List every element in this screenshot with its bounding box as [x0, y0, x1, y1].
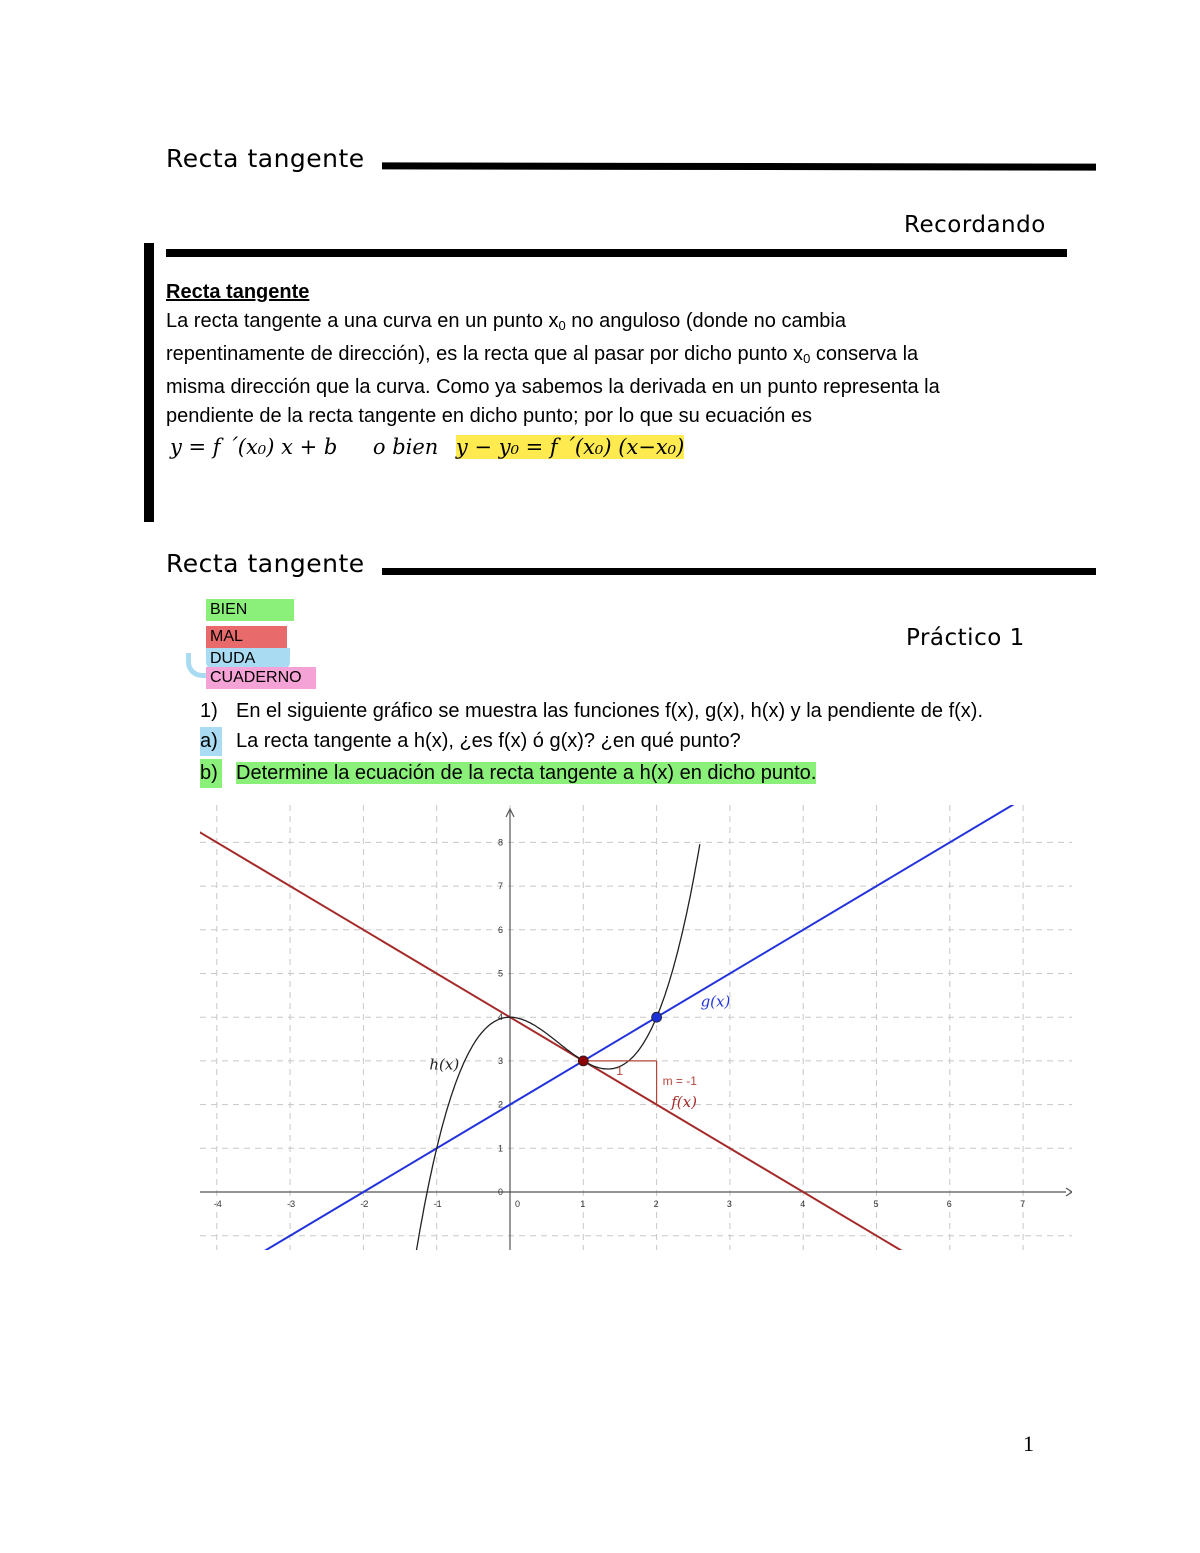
section1-header-rule	[382, 162, 1096, 170]
definition-block	[166, 278, 1066, 463]
y-tick-label: 2	[498, 1099, 504, 1110]
x-tick-label: 4	[800, 1199, 806, 1209]
label-fx: f(x)	[671, 1092, 697, 1111]
graph-grid	[200, 805, 1072, 1250]
section1-subtitle: Recordando	[904, 212, 1046, 238]
questions-block	[200, 697, 1100, 789]
equation-1: y = f ´(x₀) x + b	[170, 435, 338, 459]
definition-line-4: pendiente de la recta tangente en dicho punto; por lo que su ecuación es	[166, 405, 813, 427]
tag-bien: BIEN	[206, 599, 294, 621]
y-tick-label: 1	[498, 1143, 504, 1154]
x-tick-label: 0	[515, 1199, 521, 1209]
label-gx: g(x)	[700, 992, 731, 1011]
graph-point	[652, 1012, 662, 1022]
definition-line-2: repentinamente de dirección), es la recta que al pasar por dicho punto $x_0$ conserva la	[166, 343, 919, 366]
section2-subtitle: Práctico 1	[906, 625, 1025, 651]
tag-mal: MAL	[206, 626, 287, 648]
page-number: 1	[1023, 1431, 1034, 1456]
y-tick-label: 4	[498, 1012, 504, 1023]
series-line-fx	[200, 805, 1072, 1250]
section2-title: Recta tangente	[166, 549, 365, 578]
graph-series	[200, 805, 1072, 1250]
definition-heading: Recta tangente	[166, 281, 310, 303]
label-hx: h(x)	[429, 1055, 460, 1074]
question-1: 1) En el siguiente gráfico se muestra las funciones f(x), g(x), h(x) y la pendiente de f(x).	[200, 700, 984, 722]
definition-side-bar	[144, 243, 154, 522]
x-tick-label: 3	[726, 1199, 732, 1209]
slope-rise-label: m = -1	[662, 1073, 697, 1088]
series-line-gx	[200, 805, 1072, 1250]
section1-title: Recta tangente	[166, 144, 365, 173]
definition-line-3: misma dirección que la curva. Como ya sabemos la derivada en un punto representa la	[166, 376, 940, 398]
section2-header-rule	[382, 568, 1096, 575]
graph-point	[578, 1056, 588, 1066]
x-tick-label: -1	[433, 1199, 442, 1209]
x-tick-label: 6	[946, 1199, 952, 1209]
x-tick-label: 2	[653, 1199, 659, 1209]
equation-line	[166, 433, 1066, 463]
x-tick-label: 1	[580, 1199, 586, 1209]
question-b: b) Determine la ecuación de la recta tangente a h(x) en dicho punto.	[200, 759, 1100, 789]
graph-tick-labels	[214, 837, 1025, 1209]
function-graph	[200, 805, 1072, 1250]
y-tick-label: 7	[498, 881, 504, 892]
y-tick-label: 6	[498, 924, 504, 935]
recordando-rule	[166, 249, 1067, 257]
equation-2: y − y₀ = f ´(x₀) (x−x₀)	[455, 435, 685, 459]
tag-cuaderno: CUADERNO	[206, 667, 316, 689]
slope-run-label: 1	[616, 1063, 623, 1078]
y-tick-label: 8	[498, 837, 504, 848]
y-tick-label: 3	[498, 1055, 504, 1066]
tag-duda: DUDA	[206, 648, 290, 670]
y-tick-label: 0	[498, 1187, 504, 1197]
x-tick-label: 5	[873, 1199, 879, 1209]
series-labels	[429, 992, 730, 1111]
x-tick-label: -3	[287, 1199, 296, 1209]
x-tick-label: -2	[360, 1199, 369, 1209]
equation-or: o bien	[372, 435, 439, 459]
y-tick-label: 5	[498, 968, 504, 979]
x-tick-label: 7	[1020, 1199, 1026, 1209]
question-a: a) La recta tangente a h(x), ¿es f(x) ó g(x)? ¿en qué punto?	[200, 727, 1100, 759]
definition-line-1: La recta tangente a una curva en un punto $x_0$ no anguloso (donde no cambia	[166, 310, 846, 333]
x-tick-label: -4	[213, 1199, 222, 1209]
